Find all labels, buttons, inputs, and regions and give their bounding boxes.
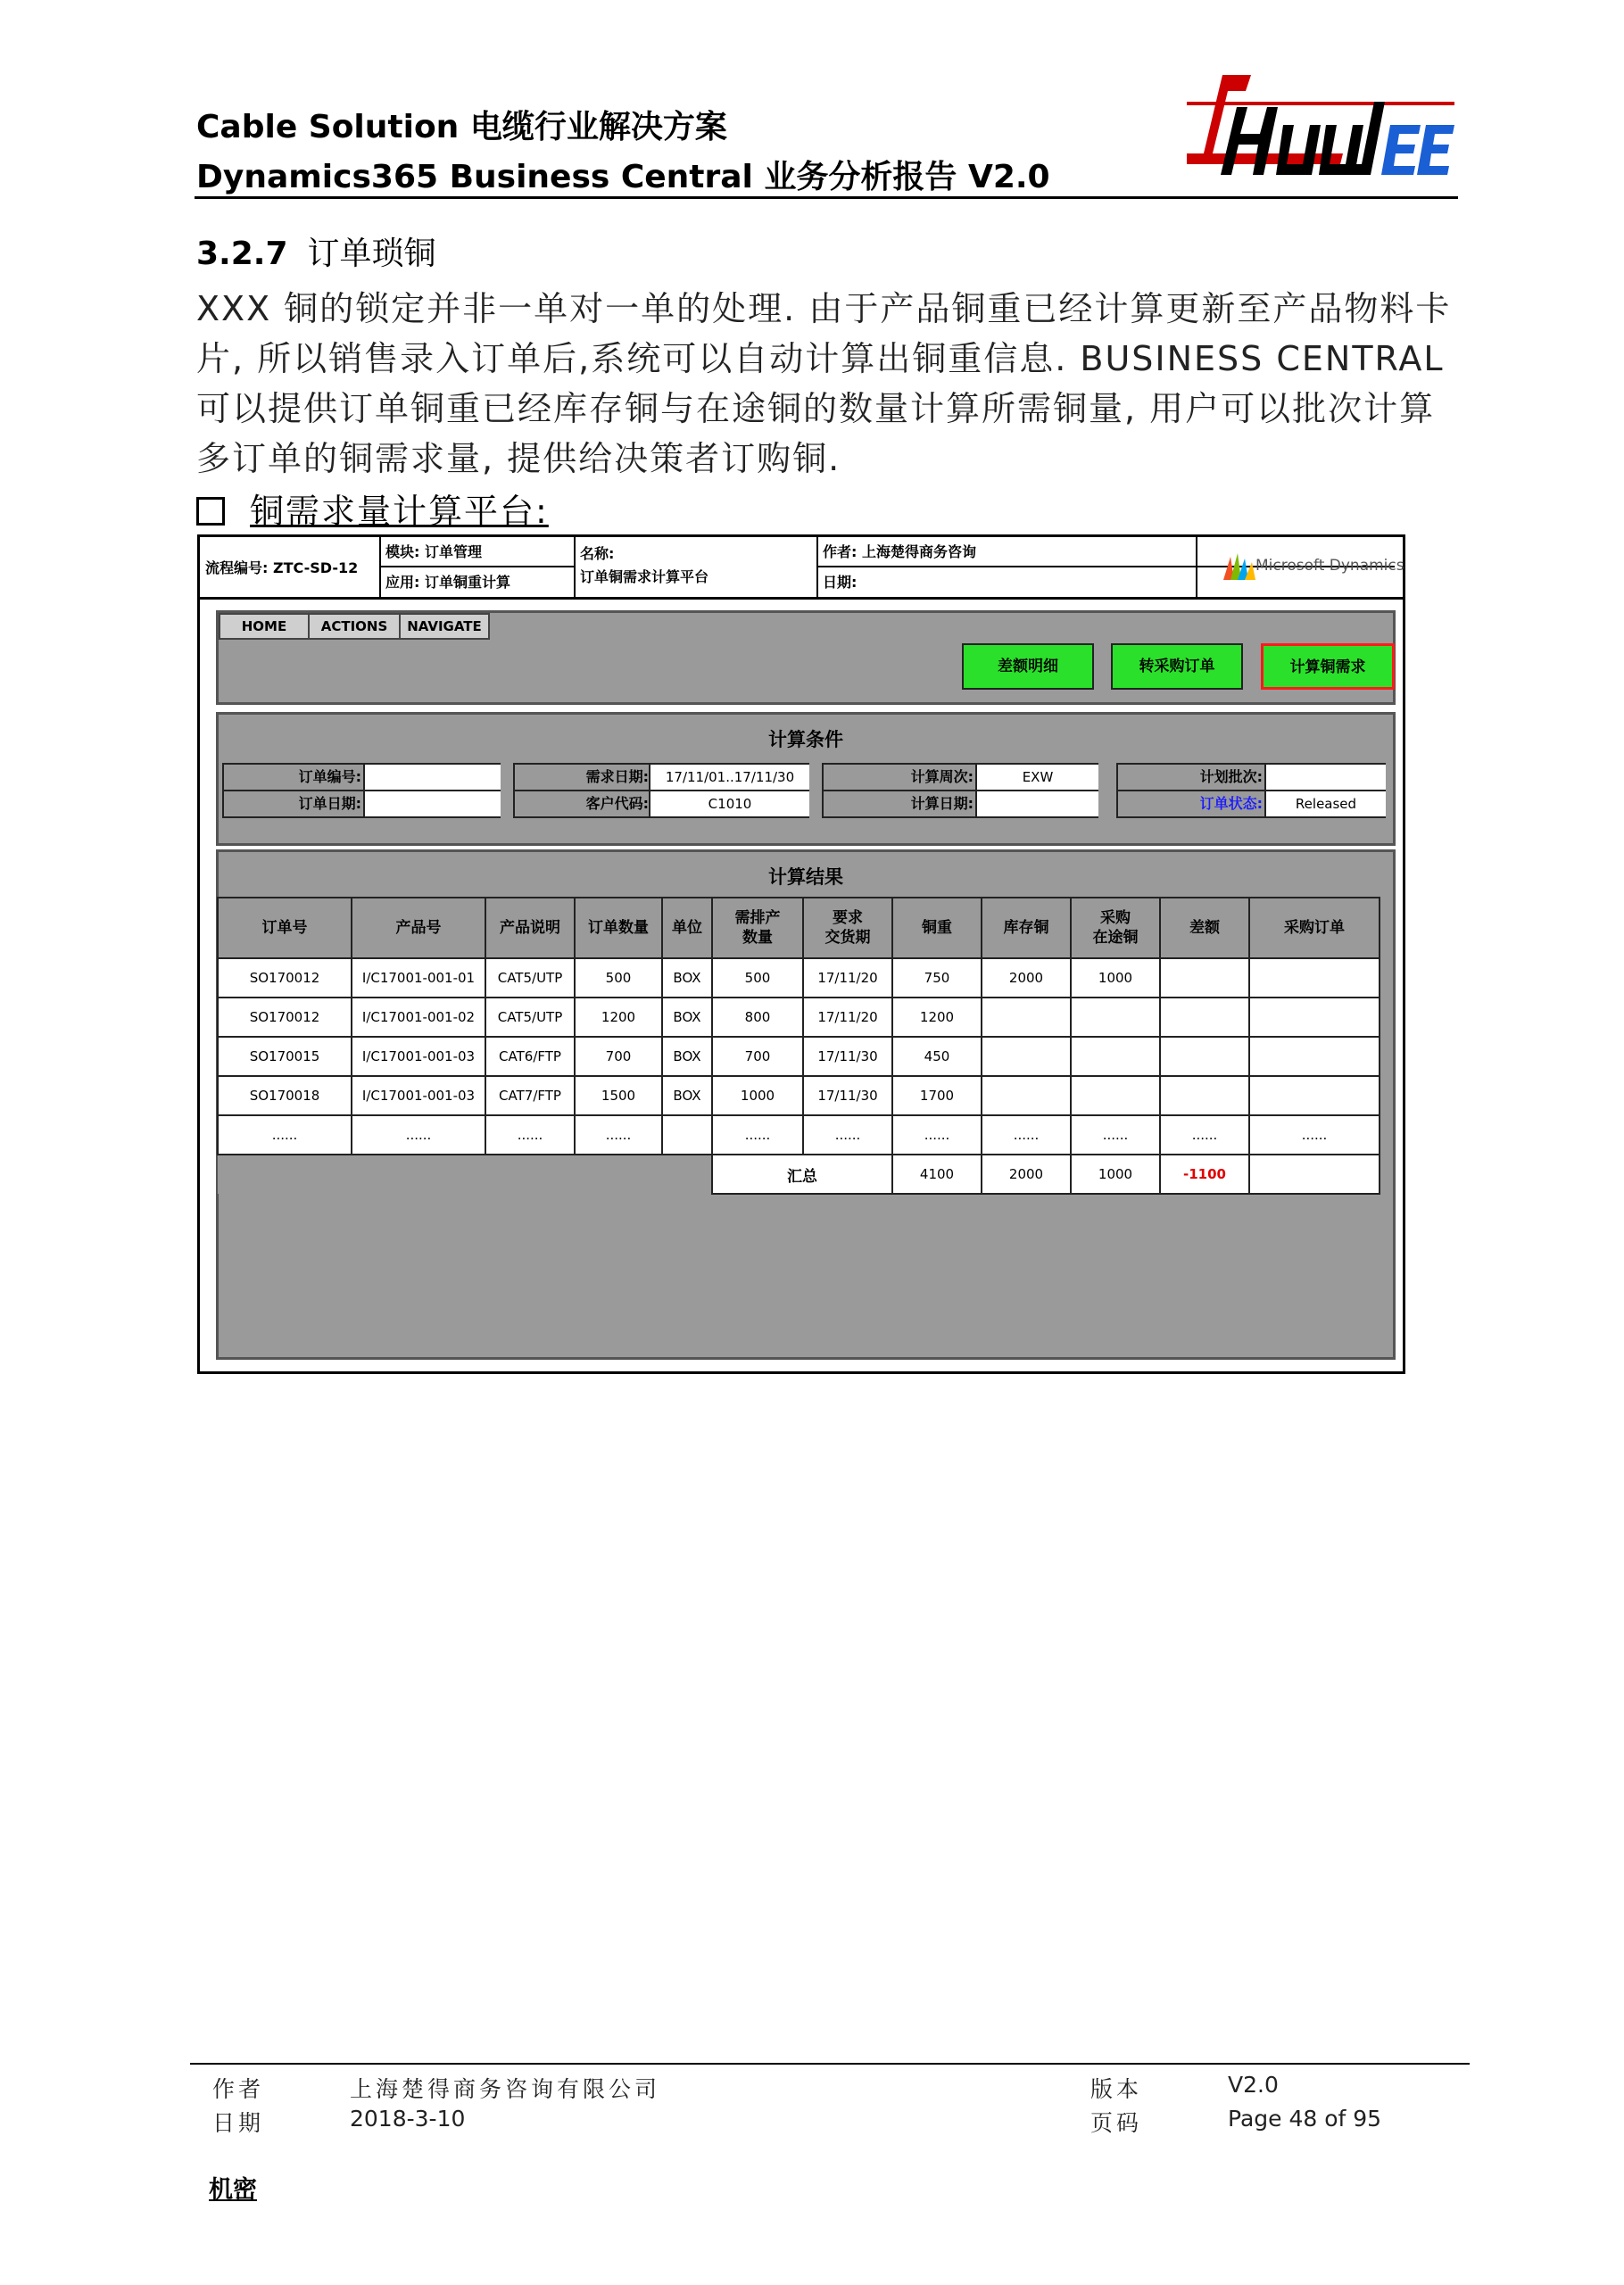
table-cell: 450 (892, 1037, 982, 1076)
total-purchase-order (1249, 1155, 1380, 1194)
customer-input[interactable]: C1010 (649, 791, 809, 816)
order-no-input[interactable] (363, 765, 501, 790)
table-cell (1071, 1076, 1160, 1115)
col-purchase-order: 采购订单 (1249, 898, 1380, 958)
footer-date-label: 日期 (212, 2110, 265, 2136)
table-cell: 500 (575, 958, 662, 998)
table-cell (1249, 958, 1380, 998)
bullet-label: 铜需求量计算平台: (250, 492, 549, 531)
table-cell: 800 (712, 998, 803, 1037)
order-status-input[interactable]: Released (1264, 791, 1386, 816)
table-cell: 1000 (712, 1076, 803, 1115)
col-delivery-date: 要求 交货期 (803, 898, 892, 958)
footer-date-value: 2018-3-10 (350, 2106, 466, 2132)
header-rule (195, 196, 1458, 199)
table-cell (1071, 998, 1160, 1037)
total-copper: 4100 (892, 1155, 982, 1194)
calc-date-field (822, 790, 1098, 818)
col-order-no: 订单号 (218, 898, 352, 958)
checkbox-icon (196, 497, 225, 526)
table-row (218, 1037, 1380, 1076)
total-row (218, 1155, 1380, 1194)
col-product-no: 产品号 (352, 898, 485, 958)
table-cell: ...... (1071, 1115, 1160, 1155)
table-row (218, 998, 1380, 1037)
table-cell: BOX (662, 998, 712, 1037)
footer-author-label: 作者 (212, 2076, 265, 2102)
table-cell: CAT5/UTP (485, 998, 575, 1037)
table-cell: 700 (575, 1037, 662, 1076)
author-label: 作者: 上海楚得商务咨询 (823, 543, 976, 560)
calc-week-label: 计算周次: (910, 768, 974, 785)
table-cell: ...... (892, 1115, 982, 1155)
table-cell: SO170012 (218, 998, 352, 1037)
table-cell: I/C17001-001-03 (352, 1076, 485, 1115)
tab-actions[interactable]: ACTIONS (308, 613, 401, 640)
name-label: 名称: (580, 545, 615, 562)
table-row (218, 1115, 1380, 1155)
module-label: 模块: 订单管理 (385, 543, 482, 560)
table-cell: 1200 (575, 998, 662, 1037)
footer-rule (190, 2063, 1470, 2065)
table-cell: ...... (575, 1115, 662, 1155)
table-cell: 700 (712, 1037, 803, 1076)
col-transit-copper: 采购 在途铜 (1071, 898, 1160, 958)
table-cell: CAT6/FTP (485, 1037, 575, 1076)
table-cell (1249, 1076, 1380, 1115)
table-cell: 17/11/30 (803, 1076, 892, 1115)
table-cell: I/C17001-001-03 (352, 1037, 485, 1076)
conditions-panel (216, 712, 1396, 846)
customer-field (513, 790, 809, 818)
total-difference: -1100 (1160, 1155, 1249, 1194)
footer-page-value: Page 48 of 95 (1228, 2106, 1382, 2132)
col-order-qty: 订单数量 (575, 898, 662, 958)
calculate-copper-button[interactable]: 计算铜需求 (1261, 643, 1395, 690)
table-header-row (218, 898, 1380, 958)
calc-week-input[interactable]: EXW (975, 765, 1098, 790)
results-table (217, 897, 1380, 1195)
calc-date-label: 计算日期: (910, 795, 974, 812)
date-label: 日期: (823, 574, 858, 591)
footer-author-value: 上海楚得商务咨询有限公司 (350, 2076, 661, 2102)
table-cell: ...... (352, 1115, 485, 1155)
req-date-label: 需求日期: (585, 768, 649, 785)
table-cell: ...... (803, 1115, 892, 1155)
table-cell: ...... (712, 1115, 803, 1155)
table-cell (1071, 1037, 1160, 1076)
plan-batch-label: 计划批次: (1199, 768, 1263, 785)
bullet-heading (196, 484, 549, 533)
table-cell: SO170018 (218, 1076, 352, 1115)
order-status-label: 订单状态: (1199, 795, 1263, 812)
table-cell (982, 1076, 1071, 1115)
plan-batch-input[interactable] (1264, 765, 1386, 790)
table-cell (1160, 1076, 1249, 1115)
table-cell (982, 1037, 1071, 1076)
tab-home[interactable]: HOME (219, 613, 310, 640)
table-cell: 1200 (892, 998, 982, 1037)
table-cell: 2000 (982, 958, 1071, 998)
table-cell: ...... (485, 1115, 575, 1155)
customer-label: 客户代码: (585, 795, 649, 812)
col-unit: 单位 (662, 898, 712, 958)
application-label: 应用: 订单铜重计算 (385, 574, 510, 591)
process-number: 流程编号: ZTC-SD-12 (205, 559, 359, 576)
table-cell: SO170015 (218, 1037, 352, 1076)
table-cell: I/C17001-001-01 (352, 958, 485, 998)
table-cell (662, 1115, 712, 1155)
table-cell: BOX (662, 958, 712, 998)
table-cell: CAT5/UTP (485, 958, 575, 998)
order-status-field (1116, 790, 1386, 818)
table-cell: 17/11/20 (803, 958, 892, 998)
header-subtitle: Dynamics365 Business Central 业务分析报告 V2.0 (196, 159, 1050, 195)
diff-detail-button[interactable]: 差额明细 (962, 643, 1094, 690)
order-date-label: 订单日期: (298, 795, 361, 812)
col-product-desc: 产品说明 (485, 898, 575, 958)
brand-name: Microsoft Dynamics (1255, 557, 1404, 575)
order-no-label: 订单编号: (298, 768, 361, 785)
tab-navigate[interactable]: NAVIGATE (399, 613, 490, 640)
table-cell: I/C17001-001-02 (352, 998, 485, 1037)
total-label: 汇总 (712, 1155, 892, 1194)
col-difference: 差额 (1160, 898, 1249, 958)
footer-version-value: V2.0 (1228, 2072, 1279, 2098)
chuudee-logo (1187, 75, 1454, 193)
table-cell: ...... (982, 1115, 1071, 1155)
table-cell: SO170012 (218, 958, 352, 998)
order-date-input[interactable] (363, 791, 501, 816)
table-cell (1160, 998, 1249, 1037)
section-title: 订单琐铜 (307, 236, 436, 272)
microsoft-dynamics-logo (1222, 550, 1404, 585)
table-row (218, 958, 1380, 998)
calc-week-field (822, 763, 1098, 791)
header-title: Cable Solution 电缆行业解决方案 (196, 109, 727, 145)
ribbon-panel (216, 610, 1396, 705)
order-no-field (222, 763, 501, 791)
table-cell: CAT7/FTP (485, 1076, 575, 1115)
col-copper-weight: 铜重 (892, 898, 982, 958)
calc-date-input[interactable] (975, 791, 1098, 816)
confidential-mark: 机密 (209, 2176, 257, 2204)
footer-page-label: 页码 (1090, 2110, 1143, 2136)
footer-version-label: 版本 (1090, 2076, 1143, 2102)
info-bar (200, 537, 1403, 600)
total-transit: 1000 (1071, 1155, 1160, 1194)
req-date-input[interactable]: 17/11/01..17/11/30 (649, 765, 809, 790)
table-cell (982, 998, 1071, 1037)
table-row (218, 1076, 1380, 1115)
plan-batch-field (1116, 763, 1386, 791)
table-cell: 17/11/30 (803, 1037, 892, 1076)
table-cell: BOX (662, 1076, 712, 1115)
table-cell: ...... (1249, 1115, 1380, 1155)
microsoft-dynamics-icon (1222, 550, 1257, 582)
table-cell: 1700 (892, 1076, 982, 1115)
table-cell (1160, 958, 1249, 998)
section-number: 3.2.7 (196, 236, 288, 272)
table-cell: 1500 (575, 1076, 662, 1115)
table-cell: ...... (1160, 1115, 1249, 1155)
table-cell (1249, 998, 1380, 1037)
req-date-field (513, 763, 809, 791)
conditions-title: 计算条件 (768, 729, 843, 750)
table-cell: BOX (662, 1037, 712, 1076)
results-title: 计算结果 (768, 866, 843, 888)
table-cell: 17/11/20 (803, 998, 892, 1037)
table-cell: 1000 (1071, 958, 1160, 998)
table-cell: 750 (892, 958, 982, 998)
table-cell: ...... (218, 1115, 352, 1155)
body-paragraph: XXX 铜的锁定并非一单对一单的处理. 由于产品铜重已经计算更新至产品物料卡片, 所以销售录入订单后,系统可以自动计算出铜重信息. BUSINESS CENTRAL 可以提供订单铜重已经库存铜与在途铜的数量计算所需铜量, 用户可以批次计算多订单的铜需求量, 提供给决策者订购铜. (196, 289, 1452, 478)
name-value: 订单铜需求计算平台 (580, 568, 709, 585)
order-date-field (222, 790, 501, 818)
to-purchase-order-button[interactable]: 转采购订单 (1111, 643, 1243, 690)
col-stock-copper: 库存铜 (982, 898, 1071, 958)
table-cell (1249, 1037, 1380, 1076)
section-heading (196, 228, 436, 274)
table-cell: 500 (712, 958, 803, 998)
table-cell (1160, 1037, 1249, 1076)
total-stock: 2000 (982, 1155, 1071, 1194)
col-schedule-qty: 需排产 数量 (712, 898, 803, 958)
